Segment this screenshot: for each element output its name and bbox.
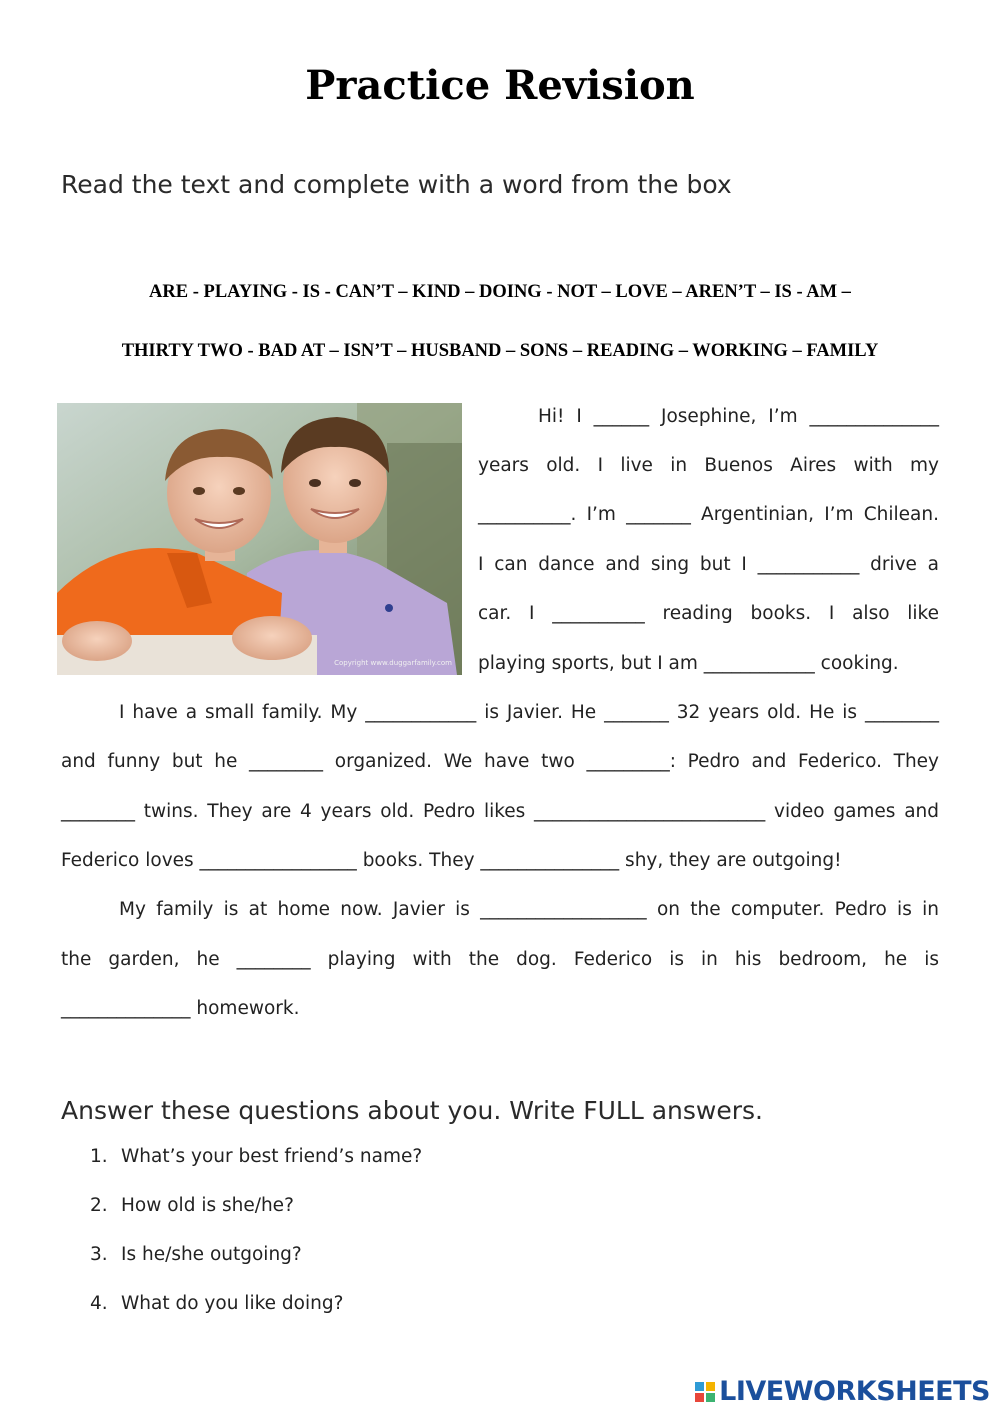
question-item [90,1244,422,1293]
text-line: the garden, he ________ playing with the dog. Federico is in his bedroom, he is [61,949,939,970]
instruction-complete: Read the text and complete with a word from the box [61,170,732,199]
boys-photo [57,403,462,675]
text-line: ________ twins. They are 4 years old. Pedro likes _________________________ video games and [61,801,939,822]
text-line: My family is at home now. Javier is __________________ on the computer. Pedro is in [119,899,939,920]
word-box-line-2: THIRTY TWO - BAD AT – ISN’T – HUSBAND – SONS – READING – WORKING – FAMILY [121,341,879,361]
text-line: playing sports, but I am ____________ cooking. [478,653,899,674]
photo-copyright: Copyright www.duggarfamily.com [334,659,452,667]
liveworksheets-wordmark: LIVEWORKSHEETS [719,1376,990,1407]
question-text: Is he/she outgoing? [121,1244,302,1265]
question-number: 4. [90,1293,108,1314]
question-text: What do you like doing? [121,1293,344,1314]
liveworksheets-mark-icon [695,1382,715,1402]
question-number: 3. [90,1244,108,1265]
question-text: What’s your best friend’s name? [121,1146,423,1167]
question-item [90,1293,422,1342]
question-item [90,1146,422,1195]
liveworksheets-logo [695,1376,990,1407]
question-number: 2. [90,1195,108,1216]
question-number: 1. [90,1146,108,1167]
word-box-line-1: ARE - PLAYING - IS - CAN’T – KIND – DOING - NOT – LOVE – AREN’T – IS - AM – [149,282,851,302]
text-line: and funny but he ________ organized. We have two _________: Pedro and Federico. They [61,751,939,772]
question-list [90,1146,422,1342]
question-text: How old is she/he? [121,1195,294,1216]
instruction-answer: Answer these questions about you. Write FULL answers. [61,1096,763,1125]
text-line: I can dance and sing but I ___________ drive a [478,554,939,575]
text-line: __________. I’m _______ Argentinian, I’m Chilean. [478,504,939,525]
page-title: Practice Revision [305,62,695,109]
question-item [90,1195,422,1244]
text-line: Hi! I ______ Josephine, I’m ______________ [538,406,939,427]
boys-photo-image [57,403,462,675]
text-line: I have a small family. My ____________ is Javier. He _______ 32 years old. He is ________ [119,702,939,723]
text-line: years old. I live in Buenos Aires with my [478,455,939,476]
text-line: car. I __________ reading books. I also like [478,603,939,624]
text-line: ______________ homework. [61,998,300,1019]
text-line: Federico loves _________________ books. They _______________ shy, they are outgoing! [61,850,842,871]
